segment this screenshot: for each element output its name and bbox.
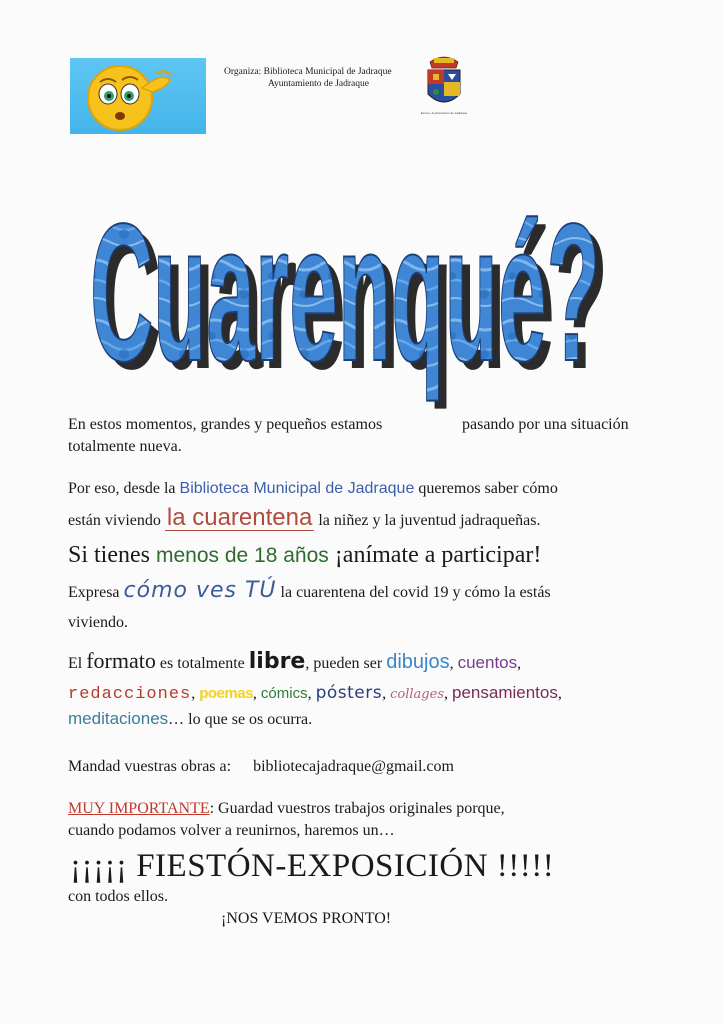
paragraph-5-line-2 bbox=[68, 682, 562, 706]
title-shadow: Cuarenqué? bbox=[98, 191, 608, 410]
submission-line bbox=[68, 756, 454, 778]
p5-text-c: , pueden ser bbox=[305, 655, 387, 672]
important-text: : Guardad vuestros trabajos originales porque, bbox=[209, 800, 505, 817]
fieston-headline: ¡¡¡¡¡ FIESTÓN-EXPOSICIÓN !!!!! bbox=[70, 848, 555, 884]
formato-word: formato bbox=[86, 648, 156, 673]
meditaciones-word: meditaciones bbox=[68, 709, 169, 728]
pensamientos-word: pensamientos bbox=[452, 683, 558, 702]
closing-line: ¡NOS VEMOS PRONTO! bbox=[221, 910, 392, 927]
paragraph-2-line-2 bbox=[68, 506, 540, 532]
paragraph-1-line-2: totalmente nueva. bbox=[68, 438, 182, 455]
coat-of-arms-icon bbox=[420, 52, 468, 121]
p5-text-a: El bbox=[68, 655, 87, 672]
emoji-banner bbox=[70, 58, 206, 134]
p2-text-d: la niñez y la juventud jadraqueñas. bbox=[314, 512, 541, 529]
paragraph-5-line-1 bbox=[68, 650, 521, 675]
library-name: Biblioteca Municipal de Jadraque bbox=[179, 480, 415, 497]
email-address[interactable]: bibliotecajadraque@gmail.com bbox=[253, 758, 454, 775]
p5-comma: , bbox=[444, 685, 452, 702]
important-line-2: cuando podamos volver a reunirnos, haremos un… bbox=[68, 822, 395, 839]
cuarentena-highlight: la cuarentena bbox=[166, 504, 313, 531]
p2-text-a: Por eso, desde la bbox=[68, 480, 180, 497]
todos-line: con todos ellos. bbox=[68, 888, 168, 905]
muy-importante: MUY IMPORTANTE bbox=[68, 800, 210, 817]
organizer-line-2: Ayuntamiento de Jadraque bbox=[268, 79, 369, 89]
como-ves-tu: cómo ves TÚ bbox=[123, 578, 277, 603]
p2-text-c: están viviendo bbox=[68, 512, 165, 529]
p5-comma: , bbox=[517, 655, 522, 672]
paragraph-1-right: pasando por una situación bbox=[462, 416, 629, 433]
p5-comma: , bbox=[557, 685, 562, 702]
p5-comma: , bbox=[449, 655, 458, 672]
submission-label: Mandad vuestras obras a: bbox=[68, 758, 232, 775]
p5-comma: , bbox=[252, 685, 261, 702]
thinking-face-icon bbox=[70, 58, 206, 134]
redacciones-word: redacciones bbox=[68, 685, 192, 704]
paragraph-5-line-3 bbox=[68, 708, 312, 731]
libre-word: libre bbox=[248, 649, 306, 674]
paragraph-4-line-2: viviendo. bbox=[68, 614, 128, 631]
p5-comma: , bbox=[307, 685, 316, 702]
dibujos-word: dibujos bbox=[386, 651, 450, 673]
paragraph-2-line-1 bbox=[68, 478, 558, 500]
important-line-1 bbox=[68, 798, 505, 820]
p5-text-b: es totalmente bbox=[155, 655, 249, 672]
organizer-text bbox=[224, 66, 414, 90]
p3-text-a: Si tienes bbox=[68, 542, 156, 568]
p5-end: … lo que se os ocurra. bbox=[168, 711, 313, 728]
p5-comma: , bbox=[382, 685, 391, 702]
cuentos-word: cuentos bbox=[457, 653, 518, 672]
posters-word: pósters bbox=[315, 683, 383, 703]
p2-text-b: queremos saber cómo bbox=[414, 480, 558, 497]
p4-text-a: Expresa bbox=[68, 584, 124, 601]
p5-comma: , bbox=[191, 685, 200, 702]
title-text: Cuarenqué? bbox=[90, 183, 600, 402]
p3-text-b: ¡anímate a participar! bbox=[328, 542, 542, 568]
collages-word: collages bbox=[390, 687, 444, 702]
paragraph-1-left: En estos momentos, grandes y pequeños estamos bbox=[68, 416, 383, 433]
comics-word: cómics bbox=[260, 685, 308, 702]
crest-caption: Excmo. Ayuntamiento de Jadraque bbox=[420, 111, 468, 115]
organizer-line-1: Organiza: Biblioteca Municipal de Jadraque bbox=[224, 67, 392, 77]
page-title-graphic bbox=[80, 130, 620, 420]
p4-text-b: la cuarentena del covid 19 y cómo la estás bbox=[276, 584, 551, 601]
poemas-word: poemas bbox=[199, 685, 253, 702]
age-limit: menos de 18 años bbox=[156, 544, 329, 567]
paragraph-4-line-1 bbox=[68, 580, 551, 604]
paragraph-3 bbox=[68, 540, 541, 571]
